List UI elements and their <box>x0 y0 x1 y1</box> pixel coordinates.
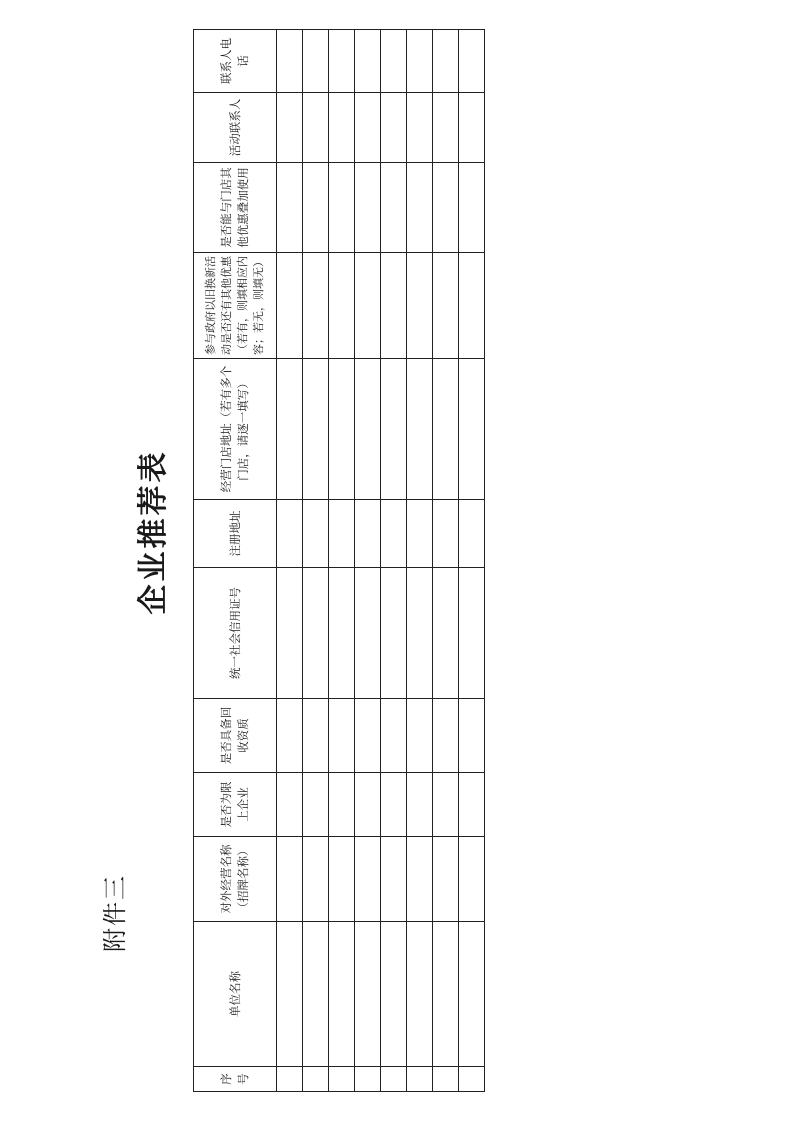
table-cell[interactable] <box>329 500 355 568</box>
table-cell[interactable] <box>355 30 381 93</box>
document-title: 企业推荐表 <box>136 449 171 615</box>
table-cell[interactable] <box>303 163 329 253</box>
table-row <box>277 30 303 1092</box>
table-cell[interactable] <box>303 922 329 1067</box>
table-row <box>303 30 329 1092</box>
header-serial-number: 序号 <box>194 1067 277 1092</box>
table-row <box>381 30 407 1092</box>
table-cell[interactable] <box>407 773 433 837</box>
table-cell[interactable] <box>381 837 407 922</box>
table-cell[interactable] <box>381 30 407 93</box>
table-cell[interactable] <box>329 163 355 253</box>
table-cell[interactable] <box>459 93 485 163</box>
table-cell[interactable] <box>381 773 407 837</box>
table-cell[interactable] <box>329 699 355 773</box>
table-cell[interactable] <box>277 773 303 837</box>
table-cell[interactable] <box>433 359 459 500</box>
header-contact-phone: 联系人电话 <box>194 30 277 93</box>
table-cell[interactable] <box>407 93 433 163</box>
table-cell[interactable] <box>433 568 459 699</box>
table-cell[interactable] <box>381 500 407 568</box>
table-cell[interactable] <box>329 93 355 163</box>
table-cell[interactable] <box>407 163 433 253</box>
table-cell[interactable] <box>329 359 355 500</box>
table-cell[interactable] <box>433 837 459 922</box>
table-cell[interactable] <box>459 253 485 359</box>
table-cell[interactable] <box>277 1067 303 1092</box>
table-cell[interactable] <box>459 922 485 1067</box>
table-cell[interactable] <box>277 93 303 163</box>
table-cell[interactable] <box>303 359 329 500</box>
table-cell[interactable] <box>459 837 485 922</box>
attachment-label: 附件三 <box>101 874 129 952</box>
header-recycling-qualification: 是否具备回收资质 <box>194 699 277 773</box>
table-cell[interactable] <box>433 163 459 253</box>
table-row <box>329 30 355 1092</box>
table-cell[interactable] <box>355 773 381 837</box>
table-cell[interactable] <box>303 773 329 837</box>
table-cell[interactable] <box>407 1067 433 1092</box>
table-cell[interactable] <box>329 30 355 93</box>
table-cell[interactable] <box>329 1067 355 1092</box>
table-cell[interactable] <box>459 699 485 773</box>
table-cell[interactable] <box>407 500 433 568</box>
table-cell[interactable] <box>433 500 459 568</box>
header-credit-code: 统一社会信用证号 <box>194 568 277 699</box>
table-cell[interactable] <box>433 30 459 93</box>
table-cell[interactable] <box>381 1067 407 1092</box>
table-cell[interactable] <box>407 922 433 1067</box>
table-row <box>407 30 433 1092</box>
table-cell[interactable] <box>277 163 303 253</box>
table-cell[interactable] <box>355 922 381 1067</box>
table-cell[interactable] <box>407 359 433 500</box>
table-cell[interactable] <box>433 922 459 1067</box>
table-row <box>355 30 381 1092</box>
header-store-address: 经营门店地址（若有多个门店，请逐一填写） <box>194 359 277 500</box>
table-cell[interactable] <box>277 837 303 922</box>
table-cell[interactable] <box>381 568 407 699</box>
table-cell[interactable] <box>303 699 329 773</box>
table-cell[interactable] <box>459 1067 485 1092</box>
table-cell[interactable] <box>407 30 433 93</box>
table-cell[interactable] <box>381 699 407 773</box>
header-company-name: 单位名称 <box>194 922 277 1067</box>
table-cell[interactable] <box>355 699 381 773</box>
table-cell[interactable] <box>355 568 381 699</box>
header-discount-stacking: 是否能与门店其他优惠叠加使用 <box>194 163 277 253</box>
header-registered-address: 注册地址 <box>194 500 277 568</box>
table-cell[interactable] <box>381 922 407 1067</box>
table-cell[interactable] <box>355 253 381 359</box>
table-cell[interactable] <box>381 93 407 163</box>
table-cell[interactable] <box>381 163 407 253</box>
table-cell[interactable] <box>303 500 329 568</box>
table-cell[interactable] <box>303 568 329 699</box>
table-row <box>459 30 485 1092</box>
table-body <box>277 30 485 1092</box>
table-cell[interactable] <box>303 30 329 93</box>
table-cell[interactable] <box>277 568 303 699</box>
recommendation-table <box>193 29 485 1092</box>
table-cell[interactable] <box>277 500 303 568</box>
header-contact-person: 活动联系人 <box>194 93 277 163</box>
table-cell[interactable] <box>433 253 459 359</box>
table-cell[interactable] <box>407 699 433 773</box>
table-cell[interactable] <box>407 253 433 359</box>
table-cell[interactable] <box>329 253 355 359</box>
table-cell[interactable] <box>459 359 485 500</box>
table-cell[interactable] <box>303 253 329 359</box>
table-cell[interactable] <box>381 253 407 359</box>
table-cell[interactable] <box>355 837 381 922</box>
header-above-scale: 是否为限上企业 <box>194 773 277 837</box>
table-cell[interactable] <box>277 30 303 93</box>
table-cell[interactable] <box>329 773 355 837</box>
table-cell[interactable] <box>355 1067 381 1092</box>
table-cell[interactable] <box>355 93 381 163</box>
table-cell[interactable] <box>329 922 355 1067</box>
table-cell[interactable] <box>407 568 433 699</box>
table-cell[interactable] <box>459 500 485 568</box>
table-cell[interactable] <box>459 30 485 93</box>
header-other-discounts: 参与政府以旧换新活动是否还有其他优惠（若有，则填相应内容；若无，则填无） <box>194 253 277 359</box>
table-cell[interactable] <box>277 699 303 773</box>
table-cell[interactable] <box>459 163 485 253</box>
table-cell[interactable] <box>381 359 407 500</box>
table-cell[interactable] <box>303 837 329 922</box>
table-cell[interactable] <box>329 837 355 922</box>
recommendation-table-container <box>193 30 485 1092</box>
table-cell[interactable] <box>433 1067 459 1092</box>
table-cell[interactable] <box>407 837 433 922</box>
table-cell[interactable] <box>303 1067 329 1092</box>
table-cell[interactable] <box>433 93 459 163</box>
table-cell[interactable] <box>303 93 329 163</box>
header-trade-name: 对外经营名称（招牌名称） <box>194 837 277 922</box>
table-cell[interactable] <box>277 253 303 359</box>
table-cell[interactable] <box>459 568 485 699</box>
table-row <box>433 30 459 1092</box>
table-cell[interactable] <box>355 163 381 253</box>
table-cell[interactable] <box>433 699 459 773</box>
table-cell[interactable] <box>355 500 381 568</box>
table-cell[interactable] <box>355 359 381 500</box>
table-cell[interactable] <box>277 359 303 500</box>
table-cell[interactable] <box>459 773 485 837</box>
table-cell[interactable] <box>433 773 459 837</box>
table-header-row <box>194 30 277 1092</box>
table-cell[interactable] <box>277 922 303 1067</box>
table-cell[interactable] <box>329 568 355 699</box>
